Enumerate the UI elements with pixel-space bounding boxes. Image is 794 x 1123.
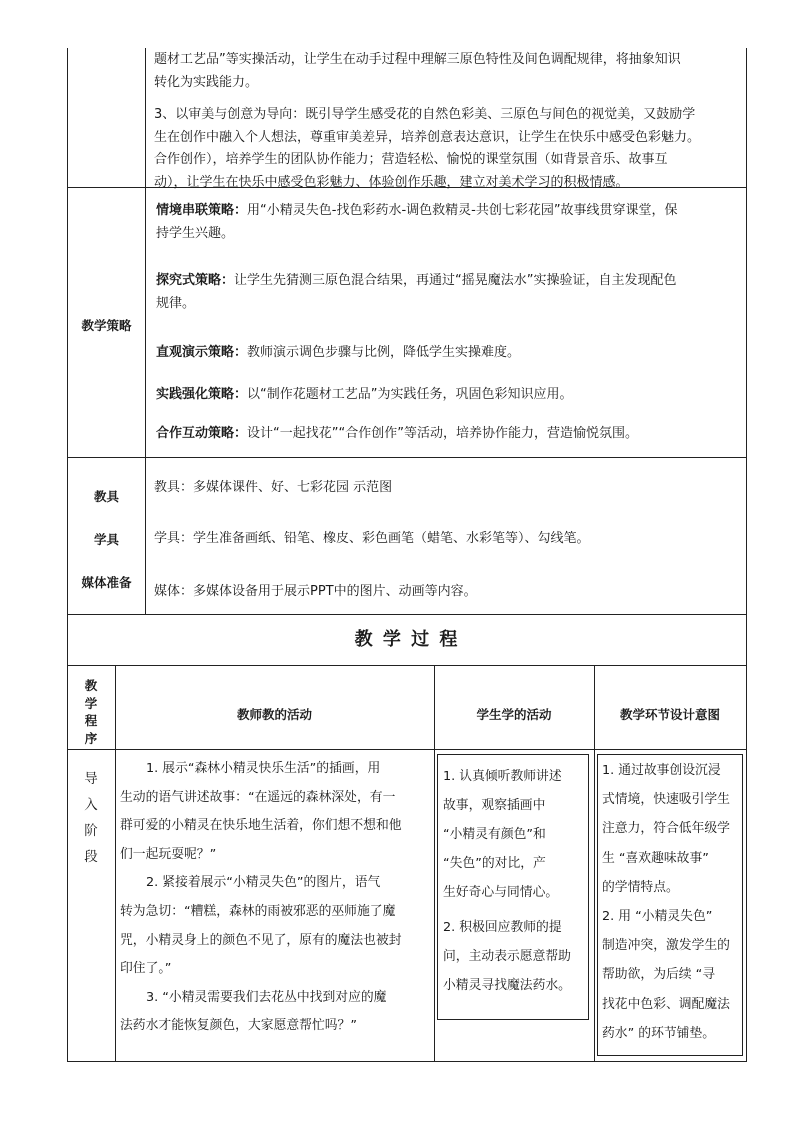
student-box-left <box>437 754 438 1020</box>
learning-aids-text: 学具：学生准备画纸、铅笔、橡皮、彩色画笔（蜡笔、水彩笔等）、勾线笔。 <box>154 531 590 546</box>
row-divider-header <box>67 749 747 750</box>
goal3-line: 动），让学生在快乐中感受色彩魅力、体验创作乐趣，建立对美术学习的积极情感。 <box>154 174 629 190</box>
intent-box-left <box>597 754 598 1056</box>
teacher-line: 法药水才能恢复颜色，大家愿意帮忙吗？” <box>120 1018 357 1034</box>
table-border-right <box>746 48 747 1062</box>
teacher-line: 转为急切：“糟糕，森林的雨被邪恶的巫师施了魔 <box>120 903 396 919</box>
strategy-item-text: 规律。 <box>156 295 196 311</box>
strategy-item <box>156 270 742 330</box>
teacher-line: 们一起玩耍呢？” <box>120 846 217 862</box>
student-line: 2. 积极回应教师的提 <box>443 920 562 935</box>
teacher-line: 咒，小精灵身上的颜色不见了，原有的魔法也被封 <box>120 932 402 948</box>
goals-continued <box>154 49 742 194</box>
strategy-item-text: 用“小精灵失色-找色彩药水-调色救精灵-共创七彩花园”故事线贯穿课堂，保 <box>247 203 678 218</box>
goal3-line: 3、以审美与创意为导向：既引导学生感受花的自然色彩美、三原色与间色的视觉美，又鼓励学 <box>154 107 696 122</box>
row-divider-strategy <box>67 457 747 458</box>
student-activity <box>443 762 587 1000</box>
teacher-activity-header: 教师教的活动 <box>236 707 312 722</box>
goal3-line: 合作创作），培养学生的团队协作能力；营造轻松、愉悦的课堂氛围（如背景音乐、故事互 <box>154 152 668 167</box>
strategy-item <box>156 384 742 423</box>
teacher-line: 印住了。” <box>120 961 172 977</box>
intent-box-top <box>597 754 743 755</box>
process-divider-2 <box>434 665 435 1062</box>
learning-aids-label: 学具 <box>93 532 119 547</box>
teacher-activity <box>120 755 432 1041</box>
strategy-item-name: 直观演示策略： <box>156 345 248 360</box>
table-border-bottom <box>67 1061 747 1062</box>
strategy-item <box>156 342 742 384</box>
strategy-item-text: 持学生兴趣。 <box>156 225 235 241</box>
goal-tail-line: 题材工艺品”等实操活动，让学生在动手过程中理解三原色特性及间色调配规律，将抽象知识 <box>154 52 681 67</box>
strategy-label: 教学策略 <box>81 318 132 333</box>
student-box-top <box>437 754 589 755</box>
row-divider-title <box>67 665 747 666</box>
intent-box-bottom <box>597 1055 743 1056</box>
intent-line: 注意力，符合低年级学 <box>602 821 730 837</box>
design-intent-header: 教学环节设计意图 <box>619 707 720 722</box>
student-line: “失色”的对比，产 <box>443 856 546 871</box>
student-box-right <box>588 754 589 1020</box>
intent-line: 帮助欲，为后续 “寻 <box>602 967 716 983</box>
student-box-bottom <box>437 1019 589 1020</box>
intent-line: 式情境，快速吸引学生 <box>602 792 730 808</box>
goal-tail-line: 转化为实践能力。 <box>154 74 259 90</box>
process-divider-3 <box>594 665 595 1062</box>
teacher-line: 3. “小精灵需要我们去花丛中找到对应的魔 <box>146 989 387 1005</box>
media-text: 媒体：多媒体设备用于展示PPT中的图片、动画等内容。 <box>154 584 477 599</box>
intent-line: 制造冲突，激发学生的 <box>602 938 730 954</box>
teaching-aids-text: 教具：多媒体课件、好、七彩花园 示范图 <box>154 480 393 495</box>
stage-label: 导 入 阶 段 <box>84 771 98 865</box>
strategy-item-text: 教师演示调色步骤与比例，降低学生实操难度。 <box>247 345 521 360</box>
student-line: 小精灵寻找魔法药水。 <box>443 978 571 993</box>
strategy-item-name: 合作互动策略： <box>156 426 248 441</box>
intent-line: 药水” 的环节铺垫。 <box>602 1025 716 1041</box>
teaching-aids-label: 教具 <box>93 489 119 504</box>
teacher-line: 群可爱的小精灵在快乐地生活着，你们想不想和他 <box>120 818 402 834</box>
student-line: 问，主动表示愿意帮助 <box>443 949 571 964</box>
intent-line: 找花中色彩、调配魔法 <box>602 996 730 1012</box>
student-line: “小精灵有颜色”和 <box>443 827 546 842</box>
intent-line: 1. 通过故事创设沉浸 <box>602 763 721 778</box>
procedure-header: 教 学 程 序 <box>84 678 98 746</box>
intent-line: 的学情特点。 <box>602 879 679 895</box>
design-intent <box>602 756 742 1048</box>
strategy-item-text: 让学生先猜测三原色混合结果，再通过“摇晃魔法水”实操验证，自主发现配色 <box>234 273 677 288</box>
strategy-content <box>156 200 742 447</box>
teacher-line: 2. 紧接着展示“小精灵失色”的图片，语气 <box>146 875 381 891</box>
student-line: 生好奇心与同情心。 <box>443 885 559 900</box>
strategy-item <box>156 423 742 447</box>
process-divider-1 <box>115 665 116 1062</box>
intent-box-right <box>742 754 743 1056</box>
teacher-line: 1. 展示“森林小精灵快乐生活”的插画，用 <box>146 761 381 776</box>
teacher-line: 生动的语气讲述故事：“在遥远的森林深处，有一 <box>120 789 396 805</box>
intent-line: 生 “喜欢趣味故事” <box>602 850 709 866</box>
intent-line: 2. 用 “小精灵失色” <box>602 909 713 925</box>
process-title: 教 学 过 程 <box>354 629 460 650</box>
strategy-item <box>156 200 742 260</box>
strategy-item-text: 以“制作花题材工艺品”为实践任务，巩固色彩知识应用。 <box>247 387 573 402</box>
strategy-item-name: 实践强化策略： <box>156 387 248 402</box>
student-line: 1. 认真倾听教师讲述 <box>443 769 562 784</box>
strategy-item-name: 探究式策略： <box>156 273 235 288</box>
strategy-item-text: 设计“一起找花”“合作创作”等活动，培养协作能力，营造愉悦氛围。 <box>247 426 638 441</box>
media-label: 媒体准备 <box>81 575 132 590</box>
goal3-line: 生在创作中融入个人想法，尊重审美差异，培养创意表达意识，让学生在快乐中感受色彩魅力。 <box>154 129 701 145</box>
strategy-item-name: 情境串联策略： <box>156 203 248 218</box>
student-activity-header: 学生学的活动 <box>476 707 552 722</box>
student-line: 故事，观察插画中 <box>443 798 546 813</box>
row-divider-materials <box>67 614 747 615</box>
table-border-left <box>67 48 68 1062</box>
